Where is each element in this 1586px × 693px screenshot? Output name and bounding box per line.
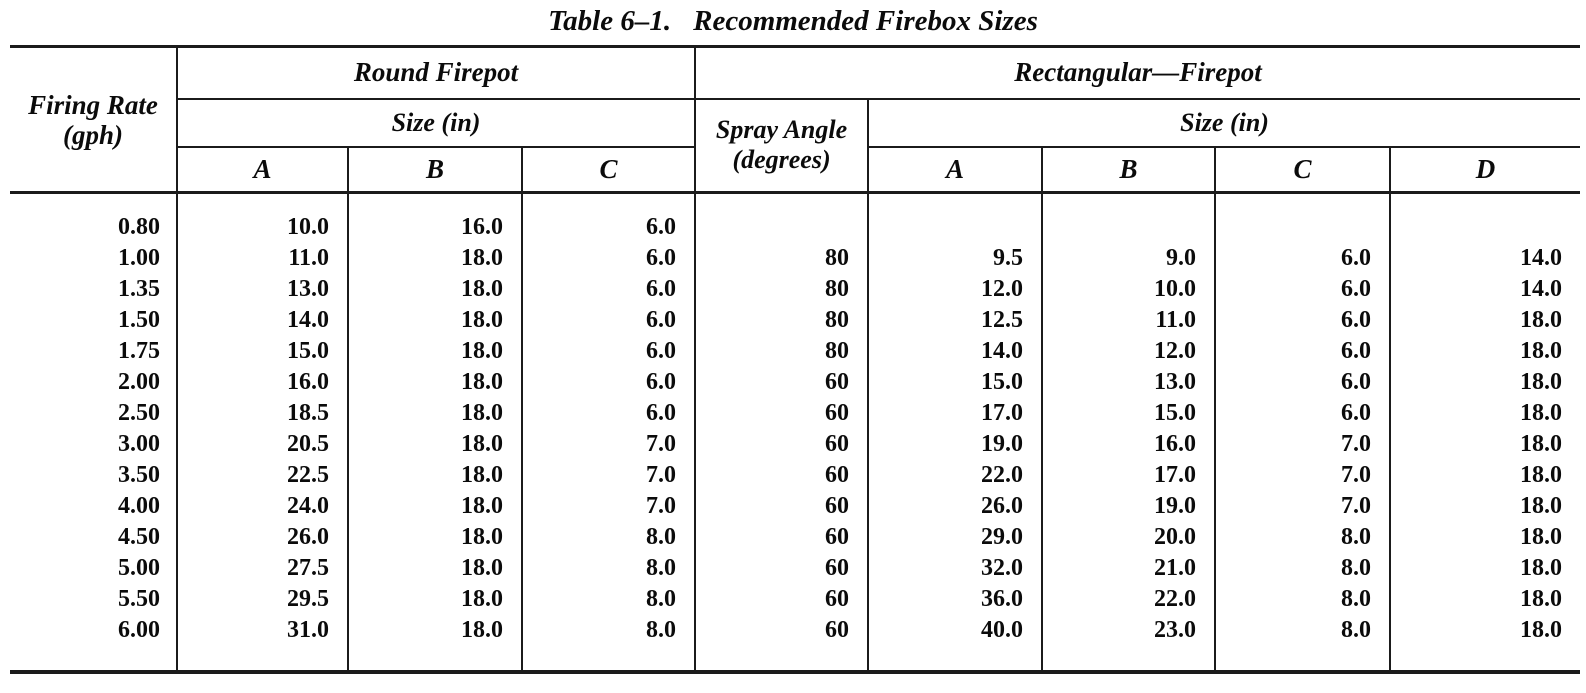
table-cell: 12.0 bbox=[1042, 336, 1215, 367]
table-cell: 18.0 bbox=[1520, 400, 1563, 426]
table-cell: 18.0 bbox=[1520, 493, 1563, 519]
table-cell: 8.0 bbox=[1215, 553, 1390, 584]
table-cell: 14.0 bbox=[1520, 276, 1563, 302]
table-cell: 15.0 bbox=[868, 367, 1042, 398]
table-cell: 17.0 bbox=[868, 398, 1042, 429]
table-cell: 10.0 bbox=[1042, 274, 1215, 305]
table-cell: 18.0 bbox=[348, 305, 522, 336]
table-cell: 14.0 bbox=[868, 336, 1042, 367]
table-cell: 2.50 bbox=[10, 398, 177, 429]
table-cell: 22.0 bbox=[868, 460, 1042, 491]
table-cell: 31.0 bbox=[177, 615, 348, 672]
table-cell: 1.50 bbox=[10, 305, 177, 336]
header-firing-rate bbox=[10, 47, 177, 193]
table-cell: 26.0 bbox=[868, 491, 1042, 522]
table-cell: 8.0 bbox=[1215, 522, 1390, 553]
table-cell: 15.0 bbox=[177, 336, 348, 367]
table-row bbox=[10, 491, 1580, 522]
table-cell: 8.0 bbox=[522, 553, 695, 584]
header-rect-col-d: D bbox=[1390, 147, 1580, 193]
table-cell: 8.0 bbox=[522, 522, 695, 553]
table-cell: 18.0 bbox=[348, 491, 522, 522]
table-cell: 5.00 bbox=[10, 553, 177, 584]
table-cell: 18.0 bbox=[1520, 586, 1563, 612]
header-firing-rate-line2: (gph) bbox=[63, 119, 123, 150]
table-cell: 4.50 bbox=[10, 522, 177, 553]
table-row bbox=[10, 367, 1580, 398]
header-round-firepot: Round Firepot bbox=[177, 47, 695, 99]
header-rect-col-c: C bbox=[1215, 147, 1390, 193]
table-cell: 16.0 bbox=[1042, 429, 1215, 460]
table-cell bbox=[695, 193, 868, 244]
header-rect-col-a: A bbox=[868, 147, 1042, 193]
table-cell: 4.00 bbox=[10, 491, 177, 522]
table-cell: 6.0 bbox=[1215, 305, 1390, 336]
table-cell: 8.0 bbox=[522, 584, 695, 615]
table-cell: 11.0 bbox=[1042, 305, 1215, 336]
table-cell: 2.00 bbox=[10, 367, 177, 398]
table-cell: 18.0 bbox=[348, 243, 522, 274]
table-title-text: Recommended Firebox Sizes bbox=[693, 5, 1038, 37]
table-cell: 14.0 bbox=[177, 305, 348, 336]
table-cell: 13.0 bbox=[177, 274, 348, 305]
header-firing-rate-line1: Firing Rate bbox=[28, 89, 158, 120]
table-cell: 80 bbox=[695, 336, 868, 367]
table-cell: 17.0 bbox=[1042, 460, 1215, 491]
table-cell bbox=[1390, 193, 1580, 244]
table-cell: 18.5 bbox=[177, 398, 348, 429]
table-cell: 11.0 bbox=[177, 243, 348, 274]
header-spray-angle-line1: Spray Angle bbox=[715, 115, 848, 145]
table-row bbox=[10, 615, 1580, 672]
table-row bbox=[10, 274, 1580, 305]
table-cell: 32.0 bbox=[868, 553, 1042, 584]
table-cell: 18.0 bbox=[348, 274, 522, 305]
table-cell: 60 bbox=[695, 584, 868, 615]
table-cell: 6.0 bbox=[1215, 398, 1390, 429]
table-cell: 36.0 bbox=[868, 584, 1042, 615]
table-cell: 6.0 bbox=[522, 398, 695, 429]
table-cell: 18.0 bbox=[348, 553, 522, 584]
table-cell: 9.5 bbox=[868, 243, 1042, 274]
table-cell: 80 bbox=[695, 243, 868, 274]
table-header bbox=[10, 47, 1580, 193]
table-cell: 27.5 bbox=[177, 553, 348, 584]
table-row bbox=[10, 429, 1580, 460]
table-cell: 1.35 bbox=[10, 274, 177, 305]
table-cell: 18.0 bbox=[1520, 369, 1563, 395]
table-cell: 18.0 bbox=[348, 584, 522, 615]
table-cell: 7.0 bbox=[1215, 460, 1390, 491]
table-cell: 1.00 bbox=[10, 243, 177, 274]
table-cell: 18.0 bbox=[1520, 338, 1563, 364]
table-cell: 6.0 bbox=[522, 305, 695, 336]
table-cell: 6.0 bbox=[522, 367, 695, 398]
table-cell: 3.00 bbox=[10, 429, 177, 460]
table-cell: 7.0 bbox=[522, 460, 695, 491]
table-cell: 7.0 bbox=[522, 429, 695, 460]
table-cell: 18.0 bbox=[348, 615, 522, 672]
table-cell: 29.5 bbox=[177, 584, 348, 615]
table-cell: 20.0 bbox=[1042, 522, 1215, 553]
table-cell: 18.0 bbox=[348, 367, 522, 398]
table-cell: 6.0 bbox=[1215, 274, 1390, 305]
table-cell: 60 bbox=[695, 460, 868, 491]
table-cell: 6.0 bbox=[522, 243, 695, 274]
table-cell: 60 bbox=[695, 367, 868, 398]
table-body bbox=[10, 193, 1580, 673]
table-cell: 18.0 bbox=[1520, 524, 1563, 550]
table-cell: 6.0 bbox=[1215, 367, 1390, 398]
table-cell: 29.0 bbox=[868, 522, 1042, 553]
table-row bbox=[10, 243, 1580, 274]
table-cell: 18.0 bbox=[348, 429, 522, 460]
table-cell: 60 bbox=[695, 522, 868, 553]
table-cell: 6.0 bbox=[522, 336, 695, 367]
table-cell: 20.5 bbox=[177, 429, 348, 460]
table-cell: 40.0 bbox=[868, 615, 1042, 672]
table-row bbox=[10, 553, 1580, 584]
table-cell: 15.0 bbox=[1042, 398, 1215, 429]
table-cell: 0.80 bbox=[10, 193, 177, 244]
header-round-col-b: B bbox=[348, 147, 522, 193]
table-cell: 5.50 bbox=[10, 584, 177, 615]
table-cell: 3.50 bbox=[10, 460, 177, 491]
header-rectangular-firepot: Rectangular—Firepot bbox=[695, 47, 1580, 99]
table-cell: 7.0 bbox=[1215, 491, 1390, 522]
table-row bbox=[10, 460, 1580, 491]
table-cell: 18.0 bbox=[1520, 555, 1563, 581]
table-cell: 60 bbox=[695, 615, 868, 672]
header-rect-col-b: B bbox=[1042, 147, 1215, 193]
table-cell: 18.0 bbox=[1520, 462, 1563, 488]
table-row bbox=[10, 193, 1580, 244]
table-cell: 8.0 bbox=[1215, 584, 1390, 615]
table-cell: 80 bbox=[695, 305, 868, 336]
table-cell: 18.0 bbox=[1520, 431, 1563, 457]
table-cell: 7.0 bbox=[522, 491, 695, 522]
header-spray-angle bbox=[695, 99, 868, 193]
table-cell: 22.5 bbox=[177, 460, 348, 491]
table-cell: 16.0 bbox=[348, 193, 522, 244]
table-cell: 9.0 bbox=[1042, 243, 1215, 274]
header-round-col-c: C bbox=[522, 147, 695, 193]
header-spray-angle-line2: (degrees) bbox=[732, 145, 831, 175]
table-title bbox=[0, 4, 1586, 38]
table-cell: 60 bbox=[695, 491, 868, 522]
header-round-size: Size (in) bbox=[177, 99, 695, 147]
table-cell: 18.0 bbox=[348, 398, 522, 429]
table-cell: 18.0 bbox=[348, 336, 522, 367]
table-cell: 60 bbox=[695, 398, 868, 429]
table-cell: 16.0 bbox=[177, 367, 348, 398]
header-round-col-a: A bbox=[177, 147, 348, 193]
table-cell: 18.0 bbox=[348, 522, 522, 553]
table-cell bbox=[868, 193, 1042, 244]
table-cell: 6.0 bbox=[522, 274, 695, 305]
table-cell: 6.00 bbox=[10, 615, 177, 672]
table-cell: 24.0 bbox=[177, 491, 348, 522]
header-rect-size: Size (in) bbox=[868, 99, 1580, 147]
table-cell: 26.0 bbox=[177, 522, 348, 553]
table-cell: 80 bbox=[695, 274, 868, 305]
firebox-sizes-table bbox=[10, 45, 1580, 674]
table-cell: 22.0 bbox=[1042, 584, 1215, 615]
table-cell: 21.0 bbox=[1042, 553, 1215, 584]
table-cell: 12.5 bbox=[868, 305, 1042, 336]
table-cell: 6.0 bbox=[1215, 336, 1390, 367]
table-cell: 18.0 bbox=[1520, 617, 1563, 643]
table-cell: 18.0 bbox=[1520, 307, 1563, 333]
table-row bbox=[10, 305, 1580, 336]
table-cell: 6.0 bbox=[522, 193, 695, 244]
table-row bbox=[10, 522, 1580, 553]
table-row bbox=[10, 336, 1580, 367]
table-cell: 23.0 bbox=[1042, 615, 1215, 672]
table-title-label: Table 6–1. bbox=[548, 5, 672, 37]
table-cell: 12.0 bbox=[868, 274, 1042, 305]
table-cell: 8.0 bbox=[522, 615, 695, 672]
table-cell: 60 bbox=[695, 429, 868, 460]
table-cell: 19.0 bbox=[868, 429, 1042, 460]
table-cell bbox=[1215, 193, 1390, 244]
table-cell: 6.0 bbox=[1215, 243, 1390, 274]
table-cell: 60 bbox=[695, 553, 868, 584]
table-cell: 7.0 bbox=[1215, 429, 1390, 460]
table-cell: 18.0 bbox=[348, 460, 522, 491]
table-cell: 19.0 bbox=[1042, 491, 1215, 522]
table-cell: 8.0 bbox=[1215, 615, 1390, 672]
table-row bbox=[10, 398, 1580, 429]
table-cell: 13.0 bbox=[1042, 367, 1215, 398]
table-cell: 1.75 bbox=[10, 336, 177, 367]
table-row bbox=[10, 584, 1580, 615]
table-cell bbox=[1042, 193, 1215, 244]
table-cell: 10.0 bbox=[177, 193, 348, 244]
table-cell: 14.0 bbox=[1520, 245, 1563, 271]
